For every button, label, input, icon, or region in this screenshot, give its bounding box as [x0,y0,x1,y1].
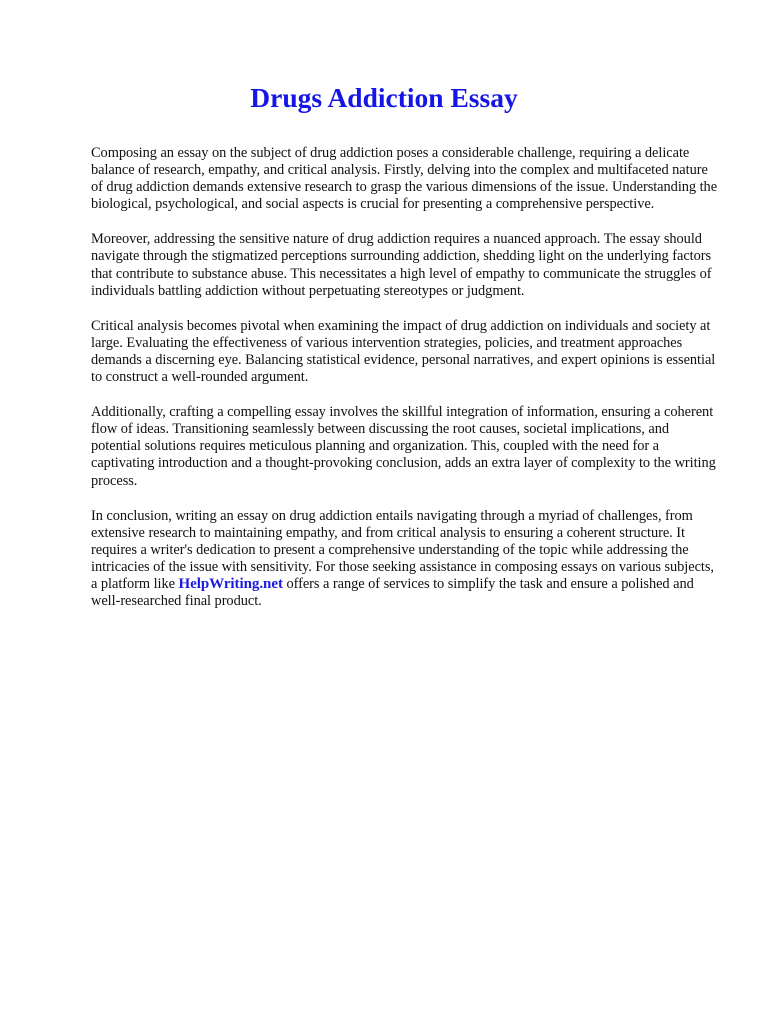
paragraph-4: Additionally, crafting a compelling essay involves the skillful integration of information, ensuring a coherent flow of ideas. Transitioning seamlessly between discussing the root causes, societal implications, and potential solutions requires meticulous planning and organization. This, coupled with the need for a captivating introduction and a thought-provoking conclusion, adds an extra layer of complexity to the writing process. [91,404,716,489]
helpwriting-link[interactable]: HelpWriting.net [178,575,283,592]
paragraph-5-text-before-link: In conclusion, writing an essay on drug addiction entails navigating through a myriad of challenges, from extensive research to maintaining empathy, and from critical analysis to ensuring a coherent structure. It requires a writer's dedication to present a comprehensive understanding of the topic while addressing the intricacies of the issue with sensitivity. For those seeking assistance in composing essays on various subjects, a platform like [91,507,714,592]
paragraph-3: Critical analysis becomes pivotal when examining the impact of drug addiction on individuals and society at large. Evaluating the effectiveness of various intervention strategies, policies, and treatment approaches demands a discerning eye. Balancing statistical evidence, personal narratives, and expert opinions is essential to construct a well-rounded argument. [91,317,716,386]
paragraph-2: Moreover, addressing the sensitive nature of drug addiction requires a nuanced approach. The essay should navigate through the stigmatized perceptions surrounding addiction, shedding light on the underlying factors that contribute to substance abuse. This necessitates a high level of empathy to communicate the struggles of individuals battling addiction without perpetuating stereotypes or judgment. [91,231,712,299]
document-title: Drugs Addiction Essay [250,82,518,113]
essay-body [91,145,719,628]
paragraph-1: Composing an essay on the subject of drug addiction poses a considerable challenge, requiring a delicate balance of research, empathy, and critical analysis. Firstly, delving into the complex and multifaceted nature of drug addiction demands extensive research to grasp the various dimensions of the issue. Understanding the biological, psychological, and social aspects is crucial for presenting a comprehensive perspective. [91,145,718,213]
paragraph-5 [91,508,719,611]
paragraph-5-text-after-link: offers a range of services to simplify the task and ensure a polished and well-researched final product. [91,575,694,610]
